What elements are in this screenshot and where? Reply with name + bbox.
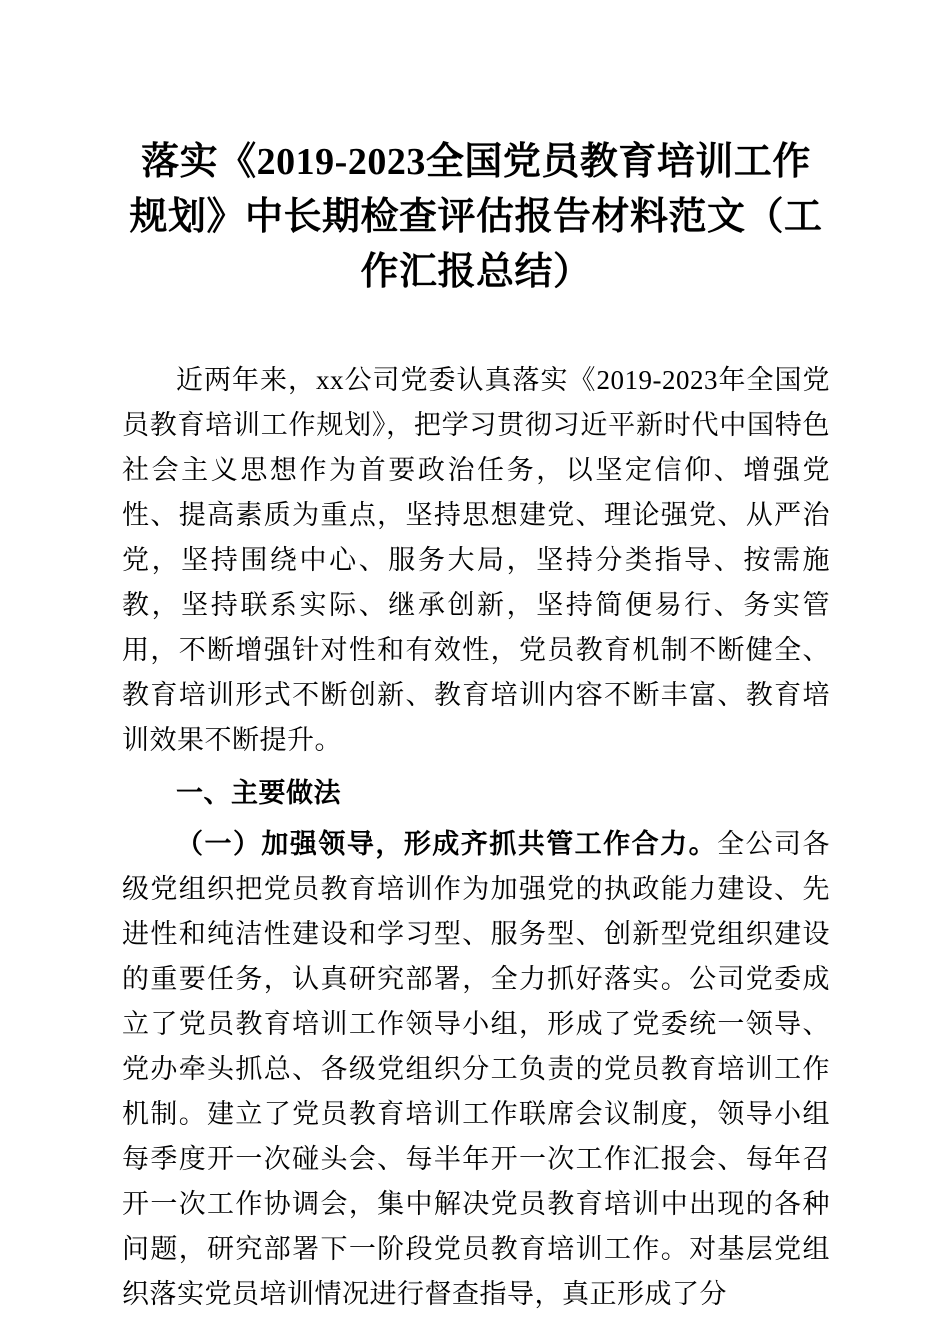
item1-paragraph xyxy=(122,822,830,1317)
intro-paragraph: 近两年来，xx公司党委认真落实《2019-2023年全国党员教育培训工作规划》，把学习贯彻习近平新时代中国特色社会主义思想作为首要政治任务，以坚定信仰、增强党性、提高素质为重点，坚持思想建党、理论强党、从严治党，坚持围绕中心、服务大局，坚持分类指导、按需施教，坚持联系实际、继承创新，坚持简便易行、务实管用，不断增强针对性和有效性，党员教育机制不断健全、教育培训形式不断创新、教育培训内容不断丰富、教育培训效果不断提升。 xyxy=(122,365,830,755)
section-heading-main-practices: 一、主要做法 xyxy=(176,778,341,808)
item1-lead-sentence: （一）加强领导，形成齐抓共管工作合力。 xyxy=(176,829,718,859)
document-title: 落实《2019-2023全国党员教育培训工作规划》中长期检查评估报告材料范文（工作汇报总结） xyxy=(129,141,823,293)
item1-body-text: 全公司各级党组织把党员教育培训作为加强党的执政能力建设、先进性和纯洁性建设和学习型、服务型、创新型党组织建设的重要任务，认真研究部署，全力抓好落实。公司党委成立了党员教育培训工作领导小组，形成了党委统一领导、党办牵头抓总、各级党组织分工负责的党员教育培训工作机制。建立了党员教育培训工作联席会议制度，领导小组每季度开一次碰头会、每半年开一次工作汇报会、每年召开一次工作协调会，集中解决党员教育培训中出现的各种问题，研究部署下一阶段党员教育培训工作。对基层党组织落实党员培训情况进行督查指导，真正形成了分 xyxy=(122,829,831,1309)
